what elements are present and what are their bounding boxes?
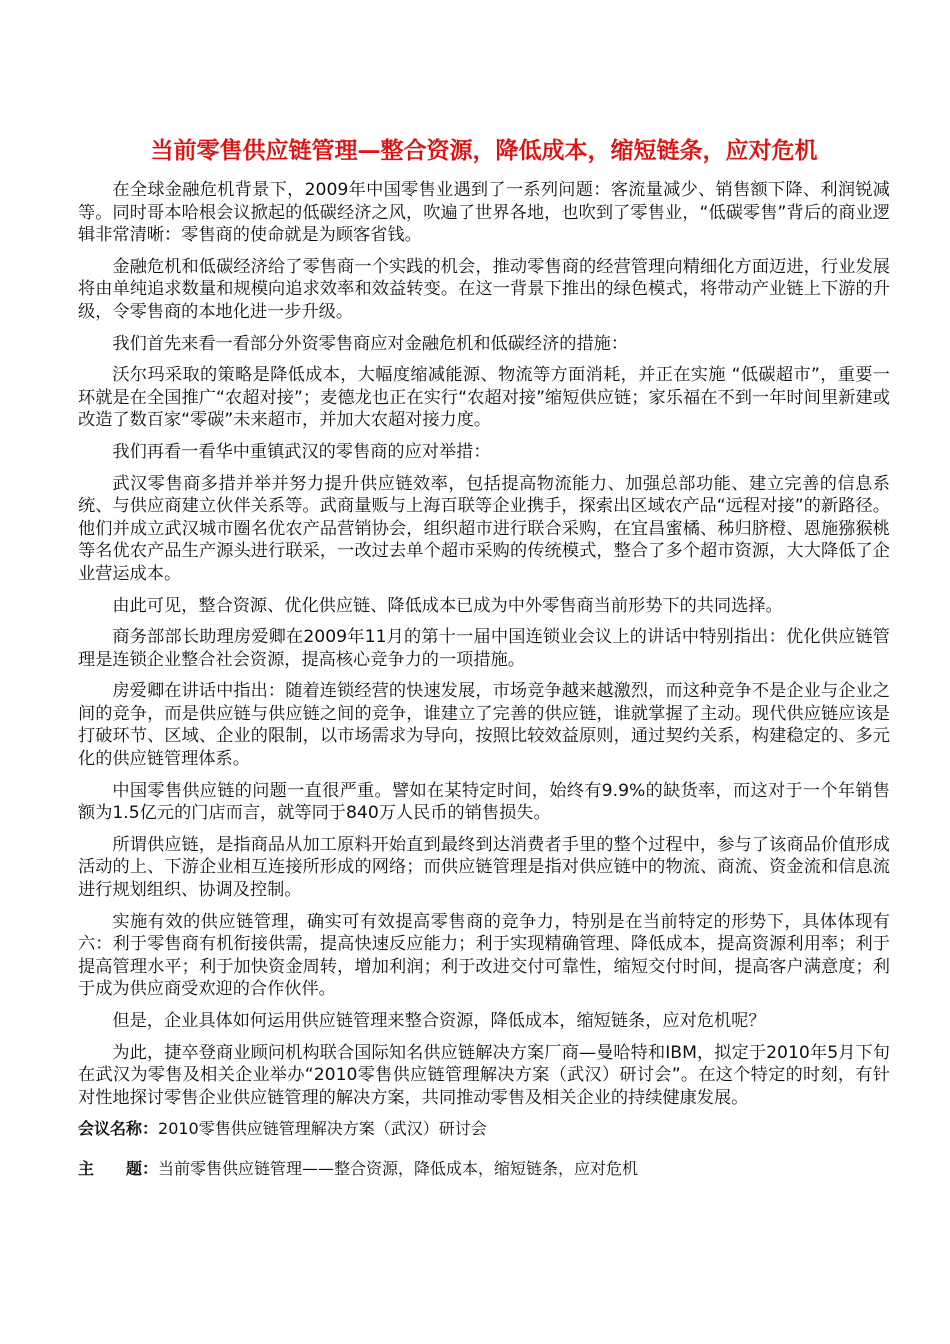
paragraph-4: 沃尔玛采取的策略是降低成本，大幅度缩减能源、物流等方面消耗，并正在实施 “低碳超市”，重要一环就是在全国推广“农超对接”；麦德龙也正在实行“农超对接”缩短供应链；家乐福在不到一年时间里新建或改造了数百家“零碳”未来超市，并加大农超对接力度。 [78, 365, 890, 431]
paragraph-2: 金融危机和低碳经济给了零售商一个实践的机会，推动零售商的经营管理向精细化方面迈进，行业发展将由单纯追求数量和规模向追求效率和效益转变。在这一背景下推出的绿色模式，将带动产业链上下游的升级，令零售商的本地化进一步升级。 [78, 256, 890, 322]
paragraph-8: 商务部部长助理房爱卿在2009年11月的第十一届中国连锁业会议上的讲话中特别指出：优化供应链管理是连锁企业整合社会资源，提高核心竞争力的一项措施。 [78, 627, 890, 670]
paragraph-1: 在全球金融危机背景下，2009年中国零售业遇到了一系列问题：客流量减少、销售额下降、利润锐减等。同时哥本哈根会议掀起的低碳经济之风，吹遍了世界各地，也吹到了零售业，“低碳零售”背后的商业逻辑非常清晰：零售商的使命就是为顾客省钱。 [78, 180, 890, 246]
paragraph-5: 我们再看一看华中重镇武汉的零售商的应对举措： [112, 441, 491, 462]
meeting-topic-line [78, 1158, 890, 1180]
paragraph-14: 为此，捷卒登商业顾问机构联合国际知名供应链解决方案厂商—曼哈特和IBM，拟定于2010年5月下旬在武汉为零售及相关企业举办“2010零售供应链管理解决方案（武汉）研讨会”。在这个特定的时刻，有针对性地探讨零售企业供应链管理的解决方案，共同推动零售及相关企业的持续健康发展。 [78, 1042, 890, 1108]
paragraph-7: 由此可见，整合资源、优化供应链、降低成本已成为中外零售商当前形势下的共同选择。 [112, 595, 783, 616]
document-title: 当前零售供应链管理—整合资源，降低成本，缩短链条，应对危机 [150, 137, 818, 164]
meeting-name-value: 2010零售供应链管理解决方案（武汉）研讨会 [158, 1119, 487, 1139]
paragraph-10: 中国零售供应链的问题一直很严重。譬如在某特定时间，始终有9.9%的缺货率，而这对于一个年销售额为1.5亿元的门店而言，就等同于840万人民币的销售损失。 [78, 780, 890, 824]
paragraph-9: 房爱卿在讲话中指出：随着连锁经营的快速发展，市场竞争越来越激烈，而这种竞争不是企业与企业之间的竞争，而是供应链与供应链之间的竞争，谁建立了完善的供应链，谁就掌握了主动。现代供应链应该是打破环节、区域、企业的限制，以市场需求为导向，按照比较效益原则，通过契约关系，构建稳定的、多元化的供应链管理体系。 [78, 681, 890, 770]
document-page [78, 132, 890, 1180]
meeting-name-line [78, 1118, 890, 1140]
paragraph-12: 实施有效的供应链管理，确实可有效提高零售商的竞争力，特别是在当前特定的形势下，具体体现有六：利于零售商有机衔接供需，提高快速反应能力；利于实现精确管理、降低成本，提高资源利用率；利于提高管理水平；利于加快资金周转，增加利润；利于改进交付可靠性，缩短交付时间，提高客户满意度；利于成为供应商受欢迎的合作伙伴。 [78, 911, 890, 1000]
meeting-topic-label: 主 题： [78, 1159, 159, 1179]
paragraph-3: 我们首先来看一看部分外资零售商应对金融危机和低碳经济的措施： [112, 333, 629, 354]
meeting-name-label: 会议名称： [78, 1119, 159, 1139]
paragraph-6: 武汉零售商多措并举并努力提升供应链效率，包括提高物流能力、加强总部功能、建立完善的信息系统、与供应商建立伙伴关系等。武商量贩与上海百联等企业携手，探索出区域农产品“远程对接”的新路径。他们并成立武汉城市圈名优农产品营销协会，组织超市进行联合采购，在宜昌蜜橘、秭归脐橙、恩施猕猴桃等名优农产品生产源头进行联采，一改过去单个超市采购的传统模式，整合了多个超市资源，大大降低了企业营运成本。 [78, 473, 890, 584]
paragraph-13: 但是，企业具体如何运用供应链管理来整合资源，降低成本，缩短链条，应对危机呢？ [112, 1011, 766, 1031]
paragraph-11: 所谓供应链，是指商品从加工原料开始直到最终到达消费者手里的整个过程中，参与了该商品价值形成活动的上、下游企业相互连接所形成的网络；而供应链管理是指对供应链中的物流、商流、资金流和信息流进行规划组织、协调及控制。 [78, 834, 890, 901]
meeting-topic-value: 当前零售供应链管理——整合资源，降低成本，缩短链条，应对危机 [158, 1159, 639, 1179]
